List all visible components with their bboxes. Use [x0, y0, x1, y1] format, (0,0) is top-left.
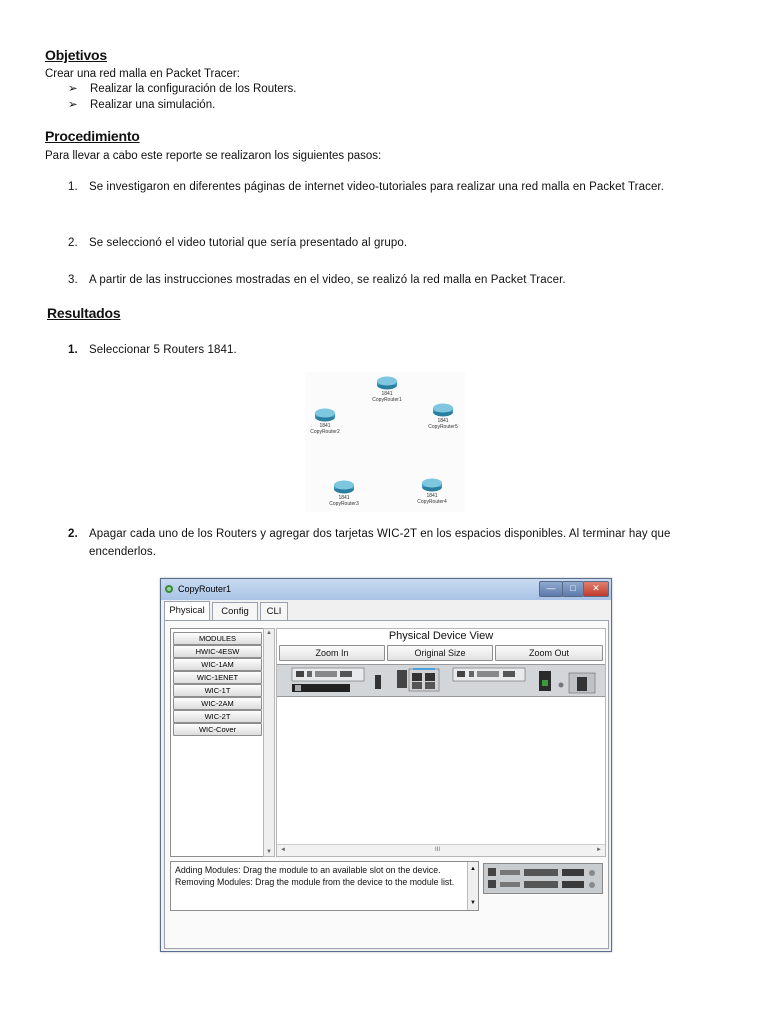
help-removing-modules: Removing Modules: Drag the module from the device to the module list. [175, 877, 455, 887]
zoom-out-button[interactable]: Zoom Out [495, 645, 603, 661]
router-model: 1841 [437, 418, 449, 424]
router-icon [421, 478, 443, 492]
window-titlebar[interactable] [161, 579, 611, 600]
bullet-text: Realizar una simulación. [90, 99, 216, 111]
minimize-button[interactable]: — [539, 581, 563, 597]
zoom-in-button[interactable]: Zoom In [279, 645, 385, 661]
list-item [68, 341, 720, 359]
router-icon [314, 408, 336, 422]
scroll-down-icon[interactable]: ▼ [470, 900, 476, 906]
list-text: Se investigaron en diferentes páginas de internet video-tutoriales para realizar una red malla en Packet Tracer. [89, 181, 665, 193]
list-text: Apagar cada uno de los Routers y agregar dos tarjetas WIC-2T en los espacios disponibles. Al terminar hay que encenderlos. [89, 528, 671, 558]
scroll-left-icon[interactable]: ◄ [280, 847, 286, 853]
maximize-button[interactable]: □ [562, 581, 584, 597]
scroll-down-icon[interactable]: ▼ [266, 849, 272, 855]
tab-cli[interactable]: CLI [260, 602, 288, 620]
list-text: Se seleccionó el video tutorial que sería presentado al grupo. [89, 237, 408, 249]
app-icon [164, 584, 174, 594]
procedimiento-intro: Para llevar a cabo este reporte se realizaron los siguientes pasos: [45, 150, 382, 162]
router-model: 1841 [426, 493, 438, 499]
router-node [324, 480, 364, 507]
heading-procedimiento: Procedimiento [45, 128, 140, 144]
help-adding-modules: Adding Modules: Drag the module to an available slot on the device. [175, 865, 441, 875]
help-scrollbar[interactable] [467, 862, 478, 910]
router-icon [333, 480, 355, 494]
list-number: 1. [68, 344, 78, 356]
router-node [423, 403, 463, 430]
scroll-right-icon[interactable]: ► [596, 847, 602, 853]
router-node [412, 478, 452, 505]
router-chassis [277, 664, 605, 697]
module-preview-illustration [484, 864, 602, 893]
router-icon [432, 403, 454, 417]
tab-physical[interactable]: Physical [164, 601, 210, 621]
router-name: CopyRouter5 [428, 424, 458, 430]
window-title: CopyRouter1 [178, 584, 232, 594]
bullet-item [68, 98, 215, 113]
physical-panel [164, 620, 609, 949]
physical-device-view [276, 628, 606, 857]
tab-config[interactable]: Config [212, 602, 258, 620]
router-name: CopyRouter2 [310, 429, 340, 435]
scroll-up-icon[interactable]: ▲ [470, 866, 476, 872]
close-button[interactable]: ✕ [583, 581, 609, 597]
list-item [68, 178, 720, 196]
bullet-text: Realizar la configuración de los Routers. [90, 83, 297, 95]
chassis-illustration [277, 665, 605, 696]
help-text-box [170, 861, 479, 911]
device-window [160, 578, 612, 952]
module-item[interactable]: WIC-Cover [173, 723, 262, 736]
module-item[interactable]: WIC-1AM [173, 658, 262, 671]
module-item[interactable]: HWIC-4ESW [173, 645, 262, 658]
module-list [170, 628, 265, 857]
router-name: CopyRouter1 [372, 397, 402, 403]
bullet-arrow-icon: ➢ [68, 83, 78, 95]
router-icon [376, 376, 398, 390]
router-model: 1841 [381, 391, 393, 397]
list-text: A partir de las instrucciones mostradas en el video, se realizó la red malla en Packet Tracer. [89, 274, 566, 286]
module-item[interactable]: WIC-1T [173, 684, 262, 697]
heading-resultados: Resultados [47, 305, 121, 321]
list-number: 2. [68, 237, 78, 249]
list-item [68, 525, 720, 561]
list-number: 3. [68, 274, 78, 286]
heading-objetivos: Objetivos [45, 47, 107, 63]
router-name: CopyRouter4 [417, 499, 447, 505]
module-item[interactable]: WIC-2AM [173, 697, 262, 710]
bullet-item [68, 82, 296, 97]
router-node [367, 376, 407, 403]
original-size-button[interactable]: Original Size [387, 645, 493, 661]
module-list-scrollbar[interactable] [263, 628, 275, 857]
bullet-arrow-icon: ➢ [68, 99, 78, 111]
list-item [68, 271, 720, 289]
scroll-up-icon[interactable]: ▲ [266, 630, 272, 636]
scroll-thumb[interactable]: III [435, 847, 441, 853]
view-title: Physical Device View [388, 630, 494, 642]
list-number: 1. [68, 181, 78, 193]
list-item [68, 234, 720, 252]
router-diagram [305, 372, 465, 512]
module-item[interactable]: WIC-2T [173, 710, 262, 723]
module-item[interactable]: MODULES [173, 632, 262, 645]
router-name: CopyRouter3 [329, 501, 359, 507]
view-horizontal-scrollbar[interactable] [277, 844, 605, 856]
router-model: 1841 [338, 495, 350, 501]
list-number: 2. [68, 528, 78, 540]
router-node [305, 408, 345, 435]
router-model: 1841 [319, 423, 331, 429]
objetivos-intro: Crear una red malla en Packet Tracer: [45, 68, 240, 80]
list-text: Seleccionar 5 Routers 1841. [89, 344, 237, 356]
module-preview [483, 863, 603, 894]
module-item[interactable]: WIC-1ENET [173, 671, 262, 684]
